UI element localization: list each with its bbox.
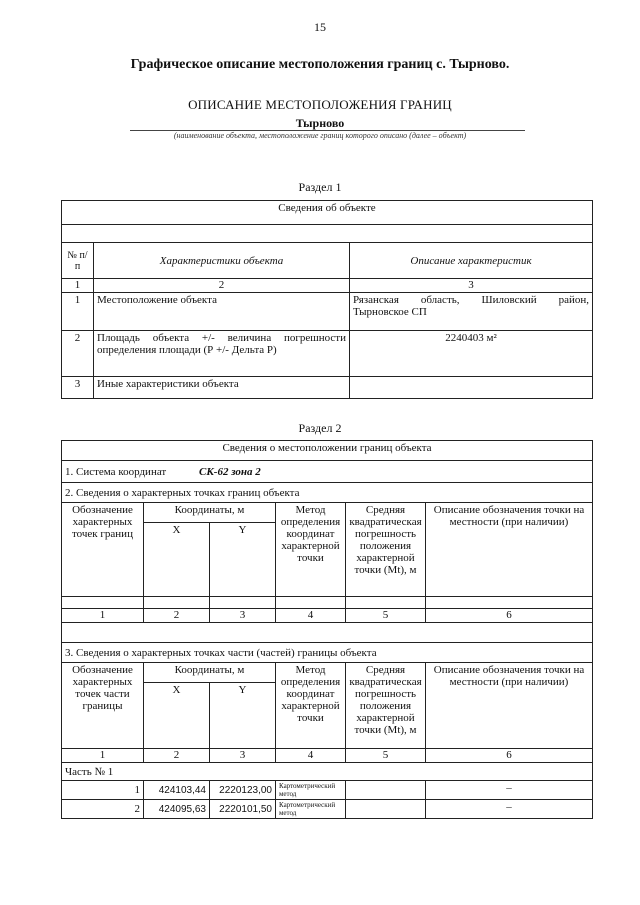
row-number: 1 — [62, 293, 94, 331]
coord-system-row — [62, 461, 593, 483]
part-label: Часть № 1 — [62, 763, 593, 781]
point-method: Картометрический метод — [276, 781, 346, 800]
index-cell: 4 — [276, 609, 346, 623]
point-x: 424095,63 — [144, 800, 210, 819]
coord-system-value: СК-62 зона 2 — [198, 465, 261, 478]
coord-system-label: 1. Система координат — [65, 465, 167, 478]
section2-table — [61, 440, 593, 819]
points-header: 2. Сведения о характерных точках границ объекта — [62, 483, 593, 503]
col-point-label: Обозначение характерных точек границ — [62, 503, 144, 597]
index-cell: 5 — [346, 749, 426, 763]
section2-title: Раздел 2 — [298, 421, 342, 435]
point-y: 2220123,00 — [210, 781, 276, 800]
section1-title: Раздел 1 — [298, 180, 342, 194]
col-coords: Координаты, м — [144, 663, 276, 683]
empty-cell — [276, 597, 346, 609]
index-cell: 1 — [62, 749, 144, 763]
page-number: 15 — [314, 20, 326, 34]
col-part-point-label: Обозначение характерных точек части границы — [62, 663, 144, 749]
row-description: Рязанская область, Шиловский район, Тырновское СП — [350, 293, 593, 331]
section1-header: Сведения об объекте — [62, 201, 593, 225]
row-description: 2240403 м² — [350, 331, 593, 377]
row-description — [350, 377, 593, 399]
index-cell: 2 — [144, 749, 210, 763]
col-y: Y — [210, 523, 276, 597]
row-number: 2 — [62, 331, 94, 377]
empty-cell — [144, 597, 210, 609]
index-cell: 5 — [346, 609, 426, 623]
description-title: ОПИСАНИЕ МЕСТОПОЛОЖЕНИЯ ГРАНИЦ — [188, 97, 452, 112]
point-method: Картометрический метод — [276, 800, 346, 819]
col-num-header: № п/п — [62, 243, 94, 279]
index-cell: 6 — [426, 609, 593, 623]
section1-spacer — [62, 225, 593, 243]
section2-header: Сведения о местоположении границ объекта — [62, 441, 593, 461]
point-number: 1 — [62, 781, 144, 800]
col-desc-header: Описание характеристик — [350, 243, 593, 279]
col-x: X — [144, 523, 210, 597]
col-description: Описание обозначения точки на местности (при наличии) — [426, 663, 593, 749]
index-cell: 3 — [350, 279, 593, 293]
col-accuracy: Средняя квадратическая погрешность положения характерной точки (Mt), м — [346, 663, 426, 749]
index-cell: 1 — [62, 279, 94, 293]
index-cell: 3 — [210, 749, 276, 763]
point-y: 2220101,50 — [210, 800, 276, 819]
section1-table — [61, 200, 593, 399]
point-description: – — [426, 781, 593, 800]
col-method: Метод определения координат характерной точки — [276, 503, 346, 597]
col-x: X — [144, 683, 210, 749]
index-cell: 2 — [94, 279, 350, 293]
point-description: – — [426, 800, 593, 819]
main-title: Графическое описание местоположения границ с. Тырново. — [130, 57, 510, 72]
col-y: Y — [210, 683, 276, 749]
row-characteristic: Местоположение объекта — [94, 293, 350, 331]
empty-cell — [62, 597, 144, 609]
row-characteristic: Иные характеристики объекта — [94, 377, 350, 399]
index-cell: 6 — [426, 749, 593, 763]
parts-header: 3. Сведения о характерных точках части (частей) границы объекта — [62, 643, 593, 663]
point-accuracy — [346, 800, 426, 819]
empty-cell — [210, 597, 276, 609]
section2-spacer — [62, 623, 593, 643]
point-accuracy — [346, 781, 426, 800]
index-cell: 4 — [276, 749, 346, 763]
index-cell: 1 — [62, 609, 144, 623]
col-description: Описание обозначения точки на местности (при наличии) — [426, 503, 593, 597]
col-char-header: Характеристики объекта — [94, 243, 350, 279]
index-cell: 3 — [210, 609, 276, 623]
empty-cell — [346, 597, 426, 609]
point-number: 2 — [62, 800, 144, 819]
object-caption: (наименование объекта, местоположение границ которого описано (далее – объект) — [173, 131, 467, 140]
row-number: 3 — [62, 377, 94, 399]
object-name: Тырново — [295, 116, 345, 130]
col-accuracy: Средняя квадратическая погрешность положения характерной точки (Mt), м — [346, 503, 426, 597]
empty-cell — [426, 597, 593, 609]
row-characteristic: Площадь объекта +/- величина погрешности определения площади (Р +/- Дельта Р) — [94, 331, 350, 377]
col-method: Метод определения координат характерной точки — [276, 663, 346, 749]
col-coords: Координаты, м — [144, 503, 276, 523]
point-x: 424103,44 — [144, 781, 210, 800]
index-cell: 2 — [144, 609, 210, 623]
